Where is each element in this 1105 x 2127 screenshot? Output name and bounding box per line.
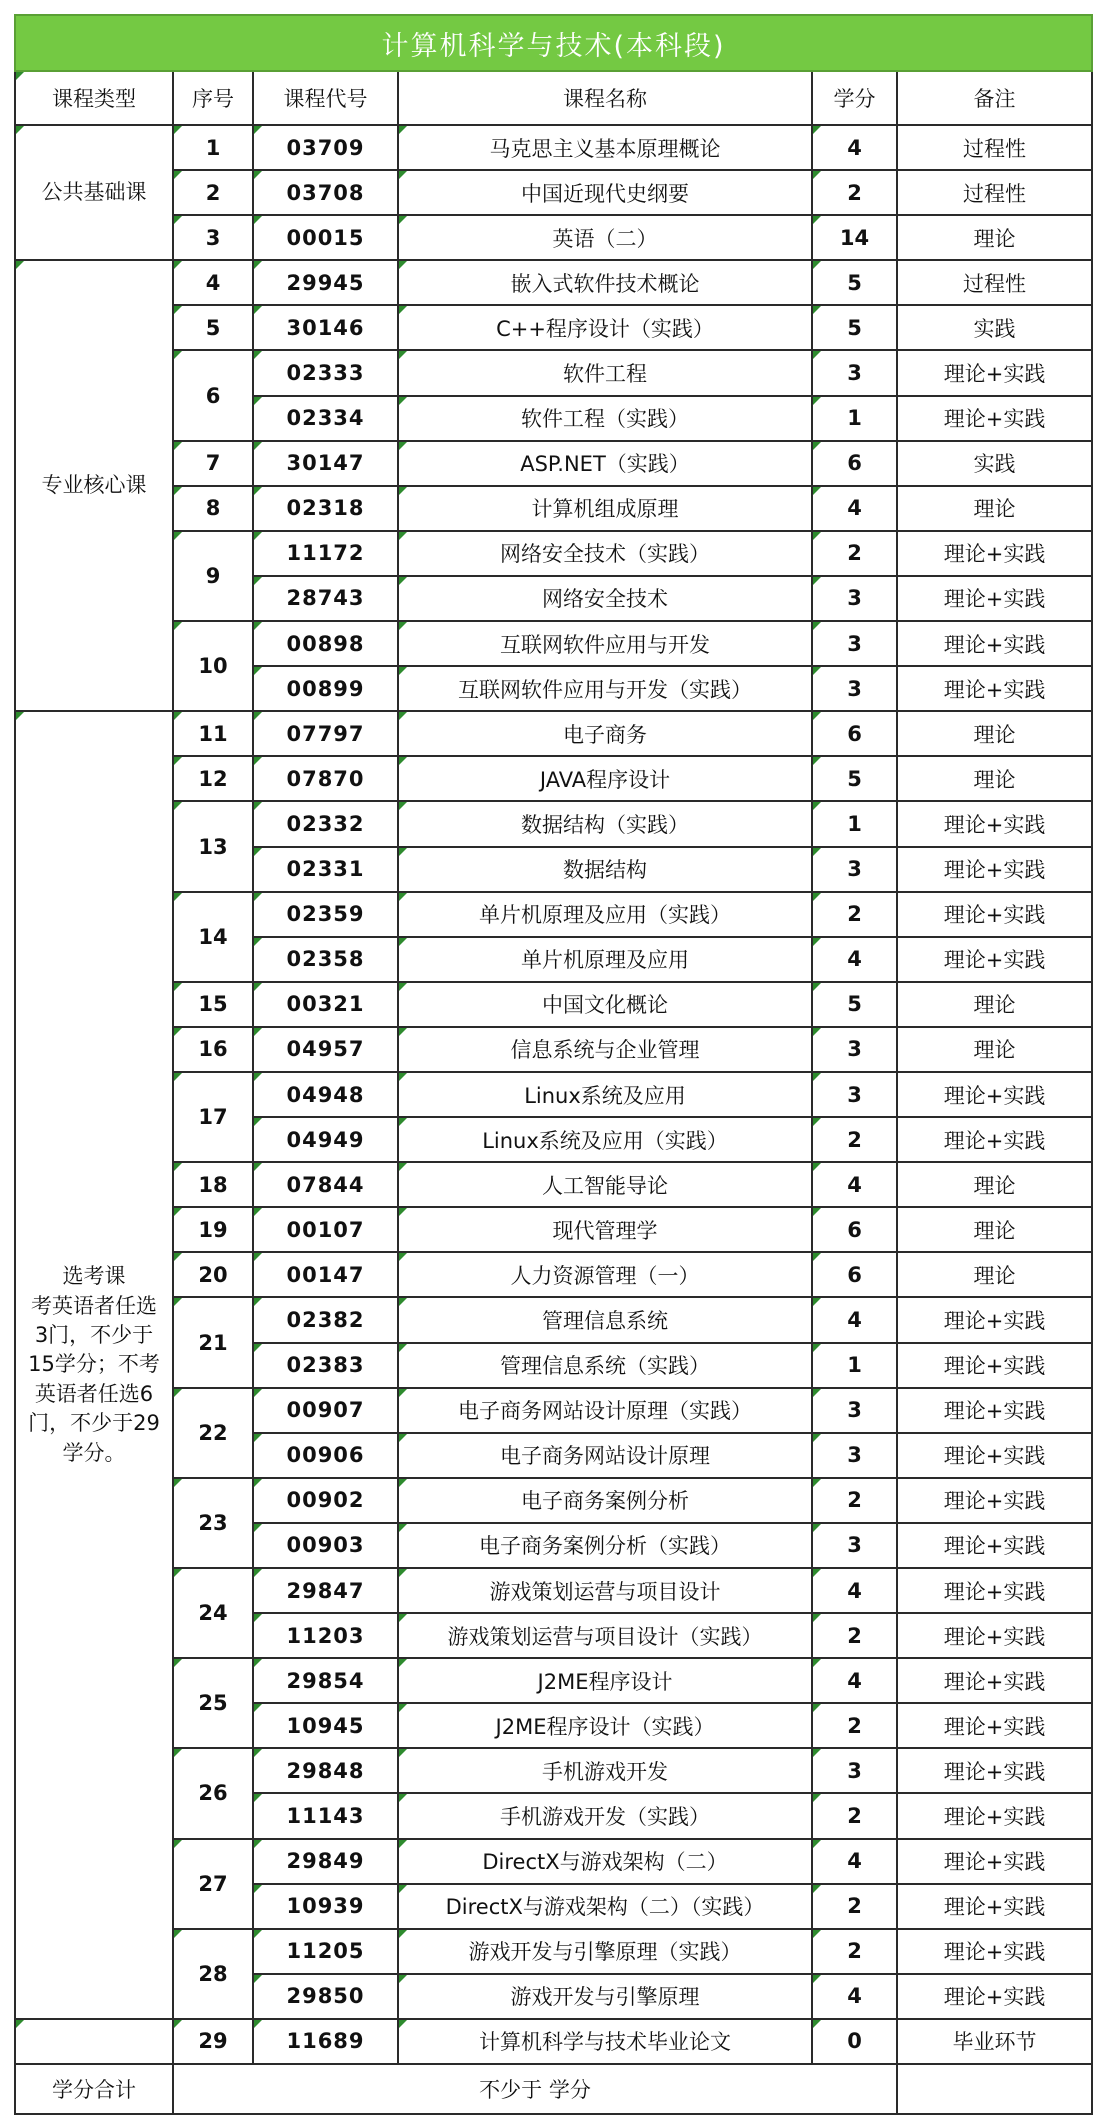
course-code: 10939 — [253, 1884, 398, 1929]
course-name: 手机游戏开发（实践） — [398, 1793, 812, 1838]
course-note: 理论+实践 — [897, 1117, 1092, 1162]
table-row — [15, 170, 1092, 215]
course-code: 02383 — [253, 1343, 398, 1388]
course-code: 03708 — [253, 170, 398, 215]
course-note: 理论+实践 — [897, 1929, 1092, 1974]
course-name: 电子商务案例分析 — [398, 1478, 812, 1523]
course-code: 10945 — [253, 1703, 398, 1748]
course-code: 02332 — [253, 801, 398, 846]
course-seq: 7 — [173, 441, 253, 486]
course-code: 29849 — [253, 1839, 398, 1884]
course-seq: 22 — [173, 1388, 253, 1478]
course-seq: 21 — [173, 1297, 253, 1387]
course-note: 理论+实践 — [897, 1433, 1092, 1478]
table-row — [15, 215, 1092, 260]
table-row — [15, 1839, 1092, 1884]
header-category: 课程类型 — [15, 71, 173, 125]
course-note: 理论+实践 — [897, 847, 1092, 892]
course-seq: 3 — [173, 215, 253, 260]
table-row — [15, 260, 1092, 305]
course-seq: 20 — [173, 1252, 253, 1297]
course-note: 实践 — [897, 441, 1092, 486]
table-row — [15, 2019, 1092, 2064]
course-credit: 4 — [812, 1658, 897, 1703]
course-name: J2ME程序设计（实践） — [398, 1703, 812, 1748]
table-row — [15, 711, 1092, 756]
course-name: 人工智能导论 — [398, 1162, 812, 1207]
table-row — [15, 531, 1092, 576]
course-note: 理论 — [897, 711, 1092, 756]
course-name: 游戏策划运营与项目设计 — [398, 1568, 812, 1613]
course-note: 理论+实践 — [897, 1523, 1092, 1568]
course-seq: 15 — [173, 982, 253, 1027]
course-note: 理论+实践 — [897, 1343, 1092, 1388]
course-name: DirectX与游戏架构（二）（实践） — [398, 1884, 812, 1929]
course-seq: 11 — [173, 711, 253, 756]
course-seq: 29 — [173, 2019, 253, 2064]
course-rows — [15, 125, 1092, 2064]
course-code: 02318 — [253, 486, 398, 531]
course-code: 29854 — [253, 1658, 398, 1703]
course-note: 理论+实践 — [897, 396, 1092, 441]
course-credit: 14 — [812, 215, 897, 260]
header-name: 课程名称 — [398, 71, 812, 125]
curriculum-table — [14, 14, 1093, 2115]
course-name: 游戏开发与引擎原理 — [398, 1974, 812, 2019]
course-code: 00906 — [253, 1433, 398, 1478]
course-name: 中国文化概论 — [398, 982, 812, 1027]
course-note: 理论+实践 — [897, 1388, 1092, 1433]
table-row — [15, 1027, 1092, 1072]
course-code: 11172 — [253, 531, 398, 576]
course-name: 软件工程 — [398, 350, 812, 395]
course-credit: 5 — [812, 305, 897, 350]
course-note: 理论+实践 — [897, 666, 1092, 711]
course-note: 理论+实践 — [897, 1297, 1092, 1342]
course-credit: 6 — [812, 711, 897, 756]
course-note: 理论+实践 — [897, 1568, 1092, 1613]
category-elective-line: 门，不少于29 — [28, 1411, 160, 1436]
course-name: 管理信息系统（实践） — [398, 1343, 812, 1388]
course-note: 实践 — [897, 305, 1092, 350]
table-row — [15, 305, 1092, 350]
course-name: 嵌入式软件技术概论 — [398, 260, 812, 305]
course-credit: 4 — [812, 486, 897, 531]
course-name: 现代管理学 — [398, 1207, 812, 1252]
curriculum-sheet — [14, 14, 1091, 2115]
course-name: 电子商务网站设计原理（实践） — [398, 1388, 812, 1433]
course-credit: 2 — [812, 1884, 897, 1929]
course-code: 00147 — [253, 1252, 398, 1297]
course-credit: 5 — [812, 982, 897, 1027]
course-credit: 1 — [812, 801, 897, 846]
course-name: 管理信息系统 — [398, 1297, 812, 1342]
course-name: C++程序设计（实践） — [398, 305, 812, 350]
course-name: 人力资源管理（一） — [398, 1252, 812, 1297]
table-row — [15, 1388, 1092, 1433]
course-code: 30147 — [253, 441, 398, 486]
course-note: 理论 — [897, 1252, 1092, 1297]
course-code: 00107 — [253, 1207, 398, 1252]
table-row — [15, 441, 1092, 486]
course-code: 11143 — [253, 1793, 398, 1838]
course-name: DirectX与游戏架构（二） — [398, 1839, 812, 1884]
course-code: 02382 — [253, 1297, 398, 1342]
course-credit: 4 — [812, 125, 897, 170]
course-name: 网络安全技术（实践） — [398, 531, 812, 576]
course-credit: 3 — [812, 1072, 897, 1117]
course-name: 单片机原理及应用 — [398, 937, 812, 982]
course-note: 理论+实践 — [897, 350, 1092, 395]
table-row — [15, 125, 1092, 170]
course-note: 理论 — [897, 1162, 1092, 1207]
course-credit: 2 — [812, 1613, 897, 1658]
total-value: 不少于 学分 — [173, 2064, 897, 2114]
course-seq: 12 — [173, 756, 253, 801]
table-row — [15, 486, 1092, 531]
course-seq: 4 — [173, 260, 253, 305]
course-name: 计算机科学与技术毕业论文 — [398, 2019, 812, 2064]
category-public: 公共基础课 — [15, 125, 173, 260]
course-note: 过程性 — [897, 125, 1092, 170]
course-name: 电子商务网站设计原理 — [398, 1433, 812, 1478]
course-name: Linux系统及应用 — [398, 1072, 812, 1117]
category-elective-line: 学分。 — [62, 1440, 126, 1465]
course-code: 28743 — [253, 576, 398, 621]
course-seq: 25 — [173, 1658, 253, 1748]
table-row — [15, 621, 1092, 666]
course-code: 30146 — [253, 305, 398, 350]
course-note: 理论+实践 — [897, 621, 1092, 666]
course-name: 中国近现代史纲要 — [398, 170, 812, 215]
course-name: 网络安全技术 — [398, 576, 812, 621]
course-code: 02333 — [253, 350, 398, 395]
course-code: 03709 — [253, 125, 398, 170]
course-note: 理论 — [897, 982, 1092, 1027]
table-row — [15, 1162, 1092, 1207]
course-credit: 0 — [812, 2019, 897, 2064]
course-credit: 2 — [812, 1793, 897, 1838]
course-code: 29850 — [253, 1974, 398, 2019]
course-code: 07870 — [253, 756, 398, 801]
course-code: 11205 — [253, 1929, 398, 1974]
course-code: 00907 — [253, 1388, 398, 1433]
course-name: 软件工程（实践） — [398, 396, 812, 441]
header-code: 课程代号 — [253, 71, 398, 125]
course-note: 理论+实践 — [897, 937, 1092, 982]
course-credit: 2 — [812, 1117, 897, 1162]
course-note: 理论+实践 — [897, 1072, 1092, 1117]
course-credit: 4 — [812, 1568, 897, 1613]
table-row — [15, 1478, 1092, 1523]
course-name: ASP.NET（实践） — [398, 441, 812, 486]
course-name: 互联网软件应用与开发 — [398, 621, 812, 666]
course-credit: 3 — [812, 666, 897, 711]
course-note: 理论 — [897, 215, 1092, 260]
course-seq: 6 — [173, 350, 253, 440]
course-name: JAVA程序设计 — [398, 756, 812, 801]
table-row — [15, 1748, 1092, 1793]
course-name: 数据结构（实践） — [398, 801, 812, 846]
course-code: 00899 — [253, 666, 398, 711]
course-code: 00903 — [253, 1523, 398, 1568]
course-name: 英语（二） — [398, 215, 812, 260]
course-note: 理论+实践 — [897, 1793, 1092, 1838]
category-empty — [15, 2019, 173, 2064]
course-note: 理论+实践 — [897, 1748, 1092, 1793]
course-credit: 3 — [812, 621, 897, 666]
course-note: 过程性 — [897, 170, 1092, 215]
course-name: 单片机原理及应用（实践） — [398, 892, 812, 937]
course-credit: 2 — [812, 1703, 897, 1748]
course-name: 信息系统与企业管理 — [398, 1027, 812, 1072]
course-name: 计算机组成原理 — [398, 486, 812, 531]
course-credit: 1 — [812, 1343, 897, 1388]
course-code: 02358 — [253, 937, 398, 982]
course-credit: 4 — [812, 937, 897, 982]
course-code: 00015 — [253, 215, 398, 260]
course-note: 理论+实践 — [897, 531, 1092, 576]
category-elective-line: 选考课 — [62, 1264, 126, 1289]
course-note: 理论+实践 — [897, 1613, 1092, 1658]
course-credit: 6 — [812, 441, 897, 486]
course-seq: 10 — [173, 621, 253, 711]
course-credit: 5 — [812, 260, 897, 305]
course-name: 马克思主义基本原理概论 — [398, 125, 812, 170]
category-elective-line: 英语者任选6 — [34, 1381, 154, 1406]
course-name: 游戏开发与引擎原理（实践） — [398, 1929, 812, 1974]
category-elective — [15, 711, 173, 2019]
course-credit: 6 — [812, 1252, 897, 1297]
course-name: Linux系统及应用（实践） — [398, 1117, 812, 1162]
course-credit: 3 — [812, 1388, 897, 1433]
course-name: 电子商务案例分析（实践） — [398, 1523, 812, 1568]
course-seq: 24 — [173, 1568, 253, 1658]
table-row — [15, 1072, 1092, 1117]
table-row — [15, 350, 1092, 395]
course-credit: 3 — [812, 1433, 897, 1478]
course-code: 11203 — [253, 1613, 398, 1658]
total-row — [15, 2064, 1092, 2114]
course-credit: 2 — [812, 170, 897, 215]
course-credit: 4 — [812, 1974, 897, 2019]
course-code: 00898 — [253, 621, 398, 666]
course-seq: 23 — [173, 1478, 253, 1568]
course-code: 11689 — [253, 2019, 398, 2064]
course-note: 理论+实践 — [897, 1884, 1092, 1929]
course-code: 02359 — [253, 892, 398, 937]
header-credit: 学分 — [812, 71, 897, 125]
course-note: 理论+实践 — [897, 576, 1092, 621]
course-code: 02331 — [253, 847, 398, 892]
course-note: 过程性 — [897, 260, 1092, 305]
course-credit: 2 — [812, 892, 897, 937]
course-note: 理论+实践 — [897, 801, 1092, 846]
course-seq: 5 — [173, 305, 253, 350]
table-row — [15, 982, 1092, 1027]
course-code: 29847 — [253, 1568, 398, 1613]
course-name: 手机游戏开发 — [398, 1748, 812, 1793]
course-note: 理论 — [897, 756, 1092, 801]
course-code: 04948 — [253, 1072, 398, 1117]
course-note: 理论+实践 — [897, 1839, 1092, 1884]
course-code: 07797 — [253, 711, 398, 756]
course-credit: 3 — [812, 1523, 897, 1568]
course-name: 互联网软件应用与开发（实践） — [398, 666, 812, 711]
course-seq: 18 — [173, 1162, 253, 1207]
category-elective-line: 15学分；不考 — [28, 1352, 160, 1377]
table-row — [15, 1252, 1092, 1297]
course-credit: 5 — [812, 756, 897, 801]
total-note-cell — [897, 2064, 1092, 2114]
course-code: 02334 — [253, 396, 398, 441]
course-code: 00321 — [253, 982, 398, 1027]
course-seq: 19 — [173, 1207, 253, 1252]
course-seq: 27 — [173, 1839, 253, 1929]
course-name: 数据结构 — [398, 847, 812, 892]
course-code: 04957 — [253, 1027, 398, 1072]
course-seq: 8 — [173, 486, 253, 531]
course-code: 07844 — [253, 1162, 398, 1207]
table-row — [15, 1207, 1092, 1252]
course-note: 理论+实践 — [897, 1974, 1092, 2019]
course-name: J2ME程序设计 — [398, 1658, 812, 1703]
category-core: 专业核心课 — [15, 260, 173, 711]
table-row — [15, 1658, 1092, 1703]
category-elective-line: 3门，不少于 — [34, 1322, 154, 1347]
course-credit: 2 — [812, 1478, 897, 1523]
course-seq: 1 — [173, 125, 253, 170]
course-code: 04949 — [253, 1117, 398, 1162]
course-note: 毕业环节 — [897, 2019, 1092, 2064]
course-credit: 2 — [812, 531, 897, 576]
course-note: 理论 — [897, 1027, 1092, 1072]
course-seq: 9 — [173, 531, 253, 621]
total-label: 学分合计 — [15, 2064, 173, 2114]
course-name: 电子商务 — [398, 711, 812, 756]
course-seq: 28 — [173, 1929, 253, 2019]
course-note: 理论 — [897, 1207, 1092, 1252]
course-code: 29945 — [253, 260, 398, 305]
table-row — [15, 756, 1092, 801]
course-credit: 3 — [812, 847, 897, 892]
course-note: 理论+实践 — [897, 1478, 1092, 1523]
course-code: 00902 — [253, 1478, 398, 1523]
course-seq: 16 — [173, 1027, 253, 1072]
course-name: 游戏策划运营与项目设计（实践） — [398, 1613, 812, 1658]
course-credit: 6 — [812, 1207, 897, 1252]
course-seq: 17 — [173, 1072, 253, 1162]
header-seq: 序号 — [173, 71, 253, 125]
header-row — [15, 71, 1092, 125]
course-credit: 3 — [812, 350, 897, 395]
course-credit: 2 — [812, 1929, 897, 1974]
table-row — [15, 1568, 1092, 1613]
course-note: 理论+实践 — [897, 1703, 1092, 1748]
course-credit: 4 — [812, 1162, 897, 1207]
course-seq: 14 — [173, 892, 253, 982]
course-seq: 13 — [173, 801, 253, 891]
course-credit: 4 — [812, 1839, 897, 1884]
course-credit: 3 — [812, 1748, 897, 1793]
course-note: 理论+实践 — [897, 1658, 1092, 1703]
course-code: 29848 — [253, 1748, 398, 1793]
course-seq: 2 — [173, 170, 253, 215]
table-row — [15, 892, 1092, 937]
course-credit: 1 — [812, 396, 897, 441]
table-row — [15, 1929, 1092, 1974]
course-note: 理论 — [897, 486, 1092, 531]
course-credit: 3 — [812, 576, 897, 621]
course-credit: 3 — [812, 1027, 897, 1072]
table-title: 计算机科学与技术(本科段) — [15, 15, 1092, 71]
table-row — [15, 801, 1092, 846]
course-note: 理论+实践 — [897, 892, 1092, 937]
course-seq: 26 — [173, 1748, 253, 1838]
header-note: 备注 — [897, 71, 1092, 125]
table-row — [15, 1297, 1092, 1342]
course-credit: 4 — [812, 1297, 897, 1342]
category-elective-line: 考英语者任选 — [31, 1293, 157, 1318]
